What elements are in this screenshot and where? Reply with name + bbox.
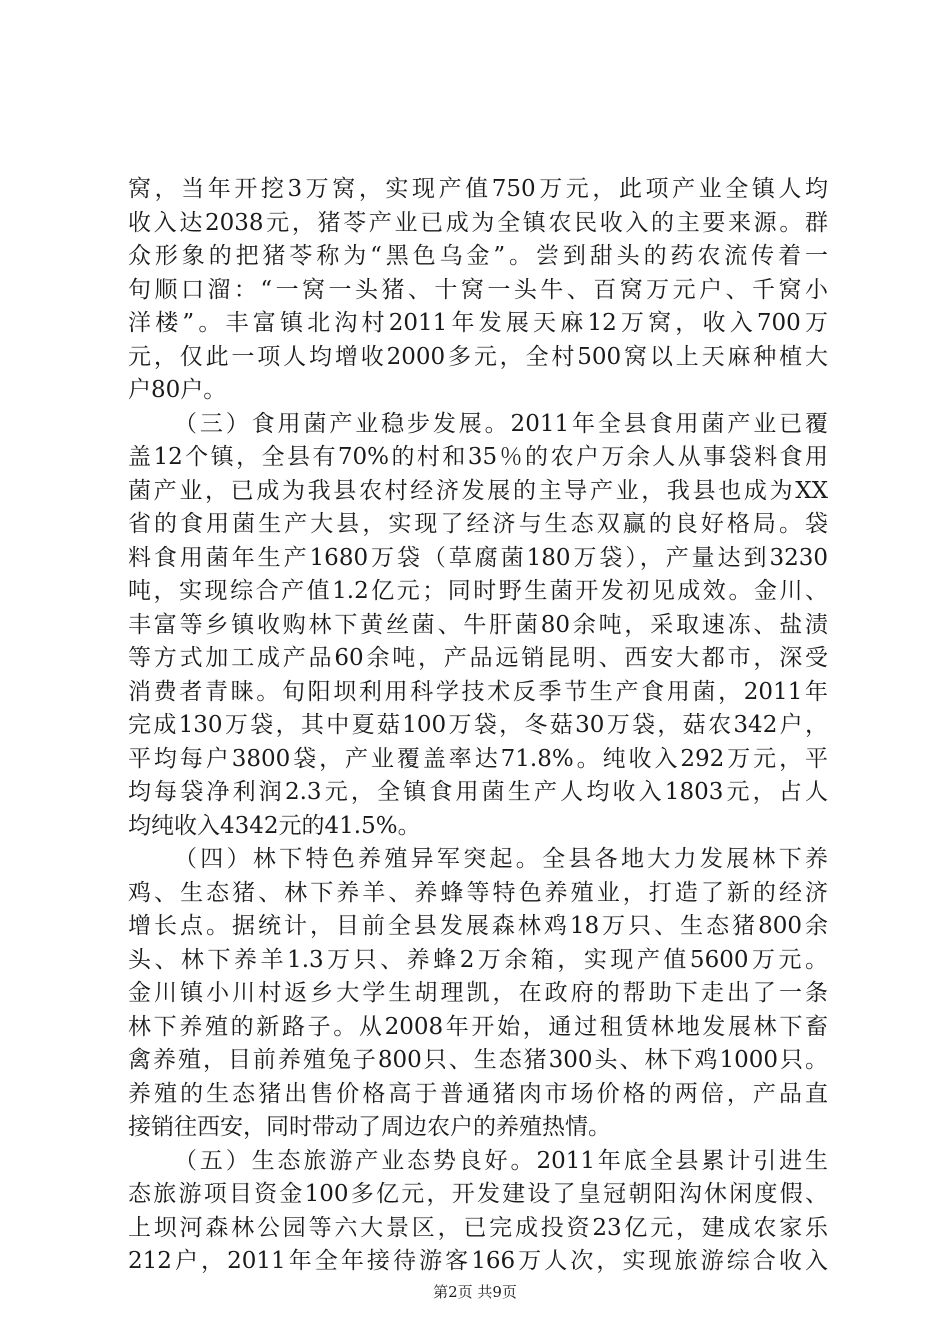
text-line: 林下养殖的新路子。从2008年开始，通过租赁林地发展林下畜 bbox=[128, 1013, 828, 1040]
text-line: 禽养殖，目前养殖兔子800只、生态猪300头、林下鸡1000只。 bbox=[128, 1047, 828, 1073]
text-line: 窝，当年开挖3万窝，实现产值750万元，此项产业全镇人均 bbox=[128, 176, 828, 202]
text-line: 户80户。 bbox=[128, 377, 227, 403]
text-line: 洋楼”。丰富镇北沟村2011年发展天麻12万窝，收入700万 bbox=[128, 310, 828, 336]
text-line: 省的食用菌生产大县，实现了经济与生态双赢的良好格局。袋 bbox=[128, 511, 828, 537]
text-line: （五）生态旅游产业态势良好。2011年底全县累计引进生 bbox=[174, 1147, 828, 1174]
text-line: 盖12个镇，全县有70%的村和35％的农户万余人从事袋料食用 bbox=[128, 444, 828, 470]
text-line: 212户，2011年全年接待游客166万人次，实现旅游综合收入 bbox=[128, 1248, 828, 1274]
text-line: 增长点。据统计，目前全县发展森林鸡18万只、生态猪800余 bbox=[128, 913, 828, 939]
text-line: 态旅游项目资金100多亿元，开发建设了皇冠朝阳沟休闲度假、 bbox=[128, 1181, 828, 1207]
text-line: 养殖的生态猪出售价格高于普通猪肉市场价格的两倍，产品直 bbox=[128, 1080, 828, 1107]
text-line: （四）林下特色养殖异军突起。全县各地大力发展林下养 bbox=[174, 846, 828, 872]
text-line: 平均每户3800袋，产业覆盖率达71.8%。纯收入292万元，平 bbox=[128, 745, 828, 772]
text-line: 上坝河森林公园等六大景区，已完成投资23亿元，建成农家乐 bbox=[128, 1214, 828, 1241]
text-line: 众形象的把猪苓称为“黑色乌金”。尝到甜头的药农流传着一 bbox=[128, 243, 828, 269]
text-line: （三）食用菌产业稳步发展。2011年全县食用菌产业已覆 bbox=[174, 410, 828, 437]
text-line: 头、林下养羊1.3万只、养蜂2万余箱，实现产值5600万元。 bbox=[128, 946, 828, 973]
page-number: 第2页 共9页 bbox=[433, 1283, 517, 1301]
text-line: 元，仅此一项人均增收2000多元，全村500窝以上天麻种植大 bbox=[128, 343, 828, 370]
document-body bbox=[128, 173, 828, 1279]
text-line: 料食用菌年生产1680万袋（草腐菌180万袋），产量达到3230 bbox=[128, 544, 828, 571]
text-line: 丰富等乡镇收购林下黄丝菌、牛肝菌80余吨，采取速冻、盐渍 bbox=[128, 611, 828, 638]
text-line: 句顺口溜：“一窝一头猪、十窝一头牛、百窝万元户、千窝小 bbox=[128, 276, 828, 303]
text-line: 吨，实现综合产值1.2亿元；同时野生菌开发初见成效。金川、 bbox=[128, 578, 828, 604]
text-line: 鸡、生态猪、林下养羊、养蜂等特色养殖业，打造了新的经济 bbox=[128, 879, 828, 906]
text-line: 均纯收入4342元的41.5%。 bbox=[128, 812, 421, 839]
text-line: 等方式加工成产品60余吨，产品远销昆明、西安大都市，深受 bbox=[128, 645, 828, 671]
text-line: 均每袋净利润2.3元，全镇食用菌生产人均收入1803元，占人 bbox=[128, 779, 828, 805]
text-line: 完成130万袋，其中夏菇100万袋，冬菇30万袋，菇农342户， bbox=[128, 712, 828, 738]
text-line: 收入达2038元，猪苓产业已成为全镇农民收入的主要来源。群 bbox=[128, 209, 828, 236]
text-line: 菌产业，已成为我县农村经济发展的主导产业，我县也成为XX bbox=[128, 477, 828, 504]
text-line: 消费者青睐。旬阳坝利用科学技术反季节生产食用菌，2011年 bbox=[128, 678, 828, 705]
text-line: 接销往西安，同时带动了周边农户的养殖热情。 bbox=[128, 1114, 611, 1140]
text-line: 金川镇小川村返乡大学生胡理凯，在政府的帮助下走出了一条 bbox=[128, 980, 828, 1006]
